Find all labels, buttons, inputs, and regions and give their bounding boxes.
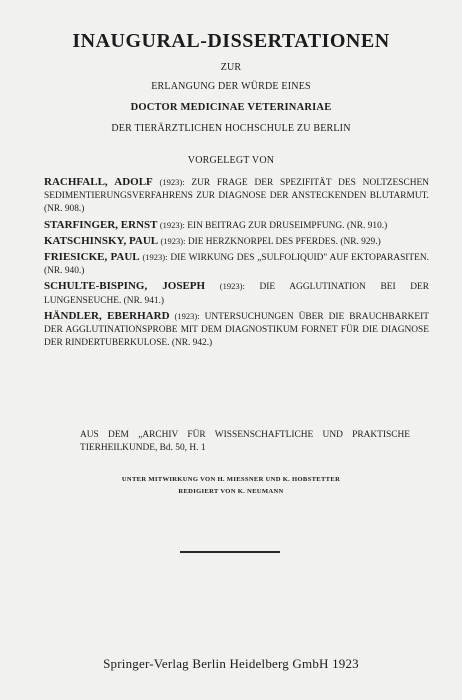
editors-note [0,474,462,498]
entry-author: FRIESICKE, PAUL [44,251,140,264]
entry-text: UNTERSUCHUNGEN ÜBER DIE BRAUCHBARKEIT DER AGGLUTINATIONSPROBE MIT DEM DIAGNOSTIKUM FORNET FÜR DIE DIAGNOSE DER RINDERTUBERKULOSE. (NR. 942.) [44,311,429,349]
degree-title: DOCTOR MEDICINAE VETERINARIAE [130,102,332,113]
entry-author: HÄNDLER, EBERHARD [44,309,170,322]
dissertation-entry [44,251,429,278]
subtitle-zur: ZUR [220,62,242,73]
page-title: INAUGURAL-DISSERTATIONEN [72,30,390,52]
publisher-imprint: Springer-Verlag Berlin Heidelberg GmbH 1923 [103,656,359,671]
entry-text: DIE WIRKUNG DES „SULFOLIQUID" AUF EKTOPARASITEN. (NR. 940.) [44,253,429,277]
entry-year: (1923): [142,252,168,263]
entry-year: (1923): [219,281,245,292]
entry-text: DIE HERZKNORPEL DES PFERDES. (NR. 929.) [187,236,381,247]
source-note: AUS DEM „ARCHIV FÜR WISSENSCHAFTLICHE UND PRAKTISCHE TIERHEILKUNDE, Bd. 50, H. 1 [80,430,410,454]
collaboration-line: UNTER MITWIRKUNG VON H. MIESSNER UND K. HOBSTETTER [121,476,341,483]
entry-author: RACHFALL, ADOLF [44,176,153,188]
subtitle-erlangung: ERLANGUNG DER WÜRDE EINES [151,81,311,92]
institution: DER TIERÄRZTLICHEN HOCHSCHULE ZU BERLIN [111,123,351,134]
entry-year: (1923): [174,310,200,321]
entry-year: (1923): [159,177,185,187]
entry-author: SCHULTE-BISPING, JOSEPH [44,280,206,293]
presented-by: VORGELEGT VON [187,155,275,166]
entry-text: DIE AGGLUTINATION BEI DER LUNGENSEUCHE. (NR. 941.) [44,282,430,306]
entry-author: STARFINGER, ERNST [44,218,158,231]
dissertation-list [44,176,429,352]
dissertation-entry [44,176,429,217]
entry-year: (1923): [160,235,186,246]
dissertation-entry [44,235,429,249]
entry-author: KATSCHINSKY, PAUL [44,234,159,247]
dissertation-entry [44,219,429,233]
entry-text: ZUR FRAGE DER SPEZIFITÄT DES NOLTZESCHEN SEDIMENTIERUNGSVERFAHRENS ZUR DIAGNOSE DER ANSTECKENDEN BLUTARMUT. (NR. 908.) [44,178,429,215]
entry-year: (1923): [159,219,185,230]
entry-text: EIN BEITRAG ZUR DRUSEIMPFUNG. (NR. 910.) [187,220,388,231]
dissertation-entry [44,280,429,307]
divider-rule [180,551,280,553]
editor-line: REDIGIERT VON K. NEUMANN [178,488,284,495]
dissertation-entry [44,310,429,351]
